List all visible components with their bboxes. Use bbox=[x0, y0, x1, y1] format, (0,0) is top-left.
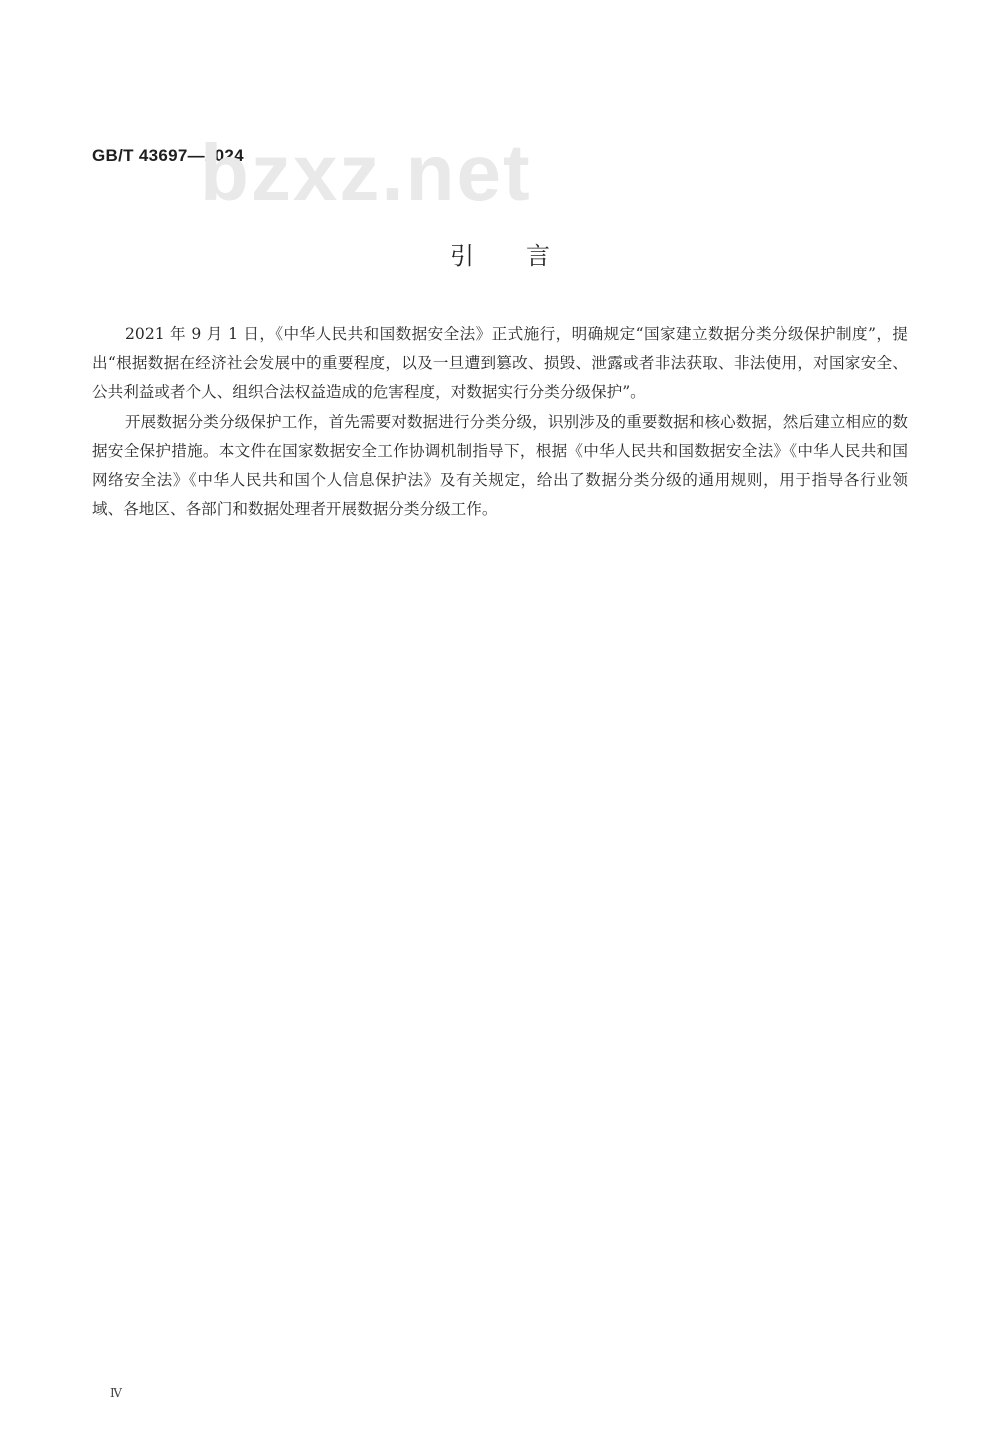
watermark: bzxz.net bbox=[200, 128, 532, 217]
standard-number: GB/T 43697—2024 bbox=[92, 146, 244, 165]
paragraph-2: 开展数据分类分级保护工作，首先需要对数据进行分类分级，识别涉及的重要数据和核心数据，然后建立相应的数据安全保护措施。本文件在国家数据安全工作协调机制指导下，根据《中华人民共和国数据安全法》《中华人民共和国网络安全法》《中华人民共和国个人信息保护法》及有关规定，给出了数据分类分级的通用规则，用于指导各行业领域、各地区、各部门和数据处理者开展数据分类分级工作。 bbox=[92, 413, 908, 518]
section-title: 引言 bbox=[450, 242, 602, 270]
page-number: Ⅳ bbox=[110, 1386, 122, 1400]
introduction-body bbox=[92, 320, 908, 525]
paragraph-1: 2021 年 9 月 1 日，《中华人民共和国数据安全法》正式施行，明确规定“国家建立数据分类分级保护制度”，提出“根据数据在经济社会发展中的重要程度，以及一旦遭到篡改、损毁、泄露或者非法获取、非法使用，对国家安全、公共利益或者个人、组织合法权益造成的危害程度，对数据实行分类分级保护”。 bbox=[92, 325, 908, 401]
